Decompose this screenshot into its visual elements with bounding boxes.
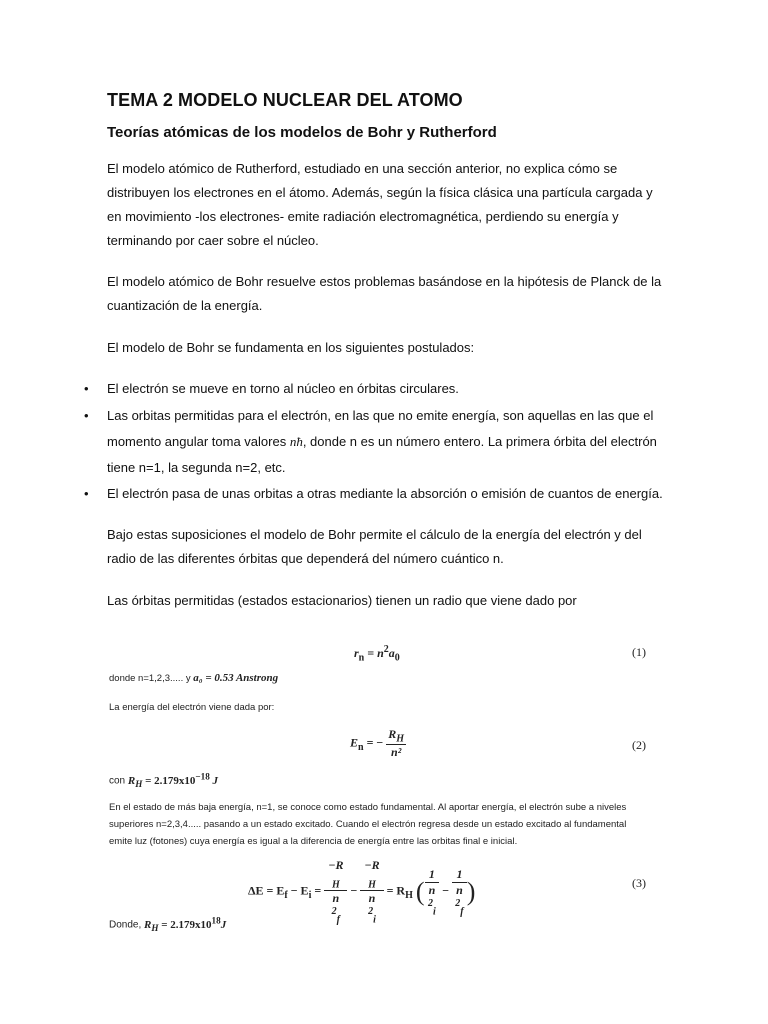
eq-fraction — [425, 867, 440, 917]
equation-number-1: (1) — [632, 645, 646, 659]
note-math: a₀ = 0.53 Anstrong — [193, 672, 279, 684]
eq-subscript: H — [405, 890, 413, 902]
bullet-icon: • — [84, 486, 89, 501]
explain-line-3: emite luz (fotones) cuya energía es igual a la diferencia de energía entre las orbitas final e inicial. — [109, 836, 518, 847]
eq-numerator: 1 — [425, 867, 440, 883]
equation-energy — [350, 727, 406, 760]
eq-symbol: −R — [328, 858, 344, 872]
note-unit: J — [220, 918, 227, 931]
eq-subscript: i — [433, 906, 436, 918]
note-math — [144, 915, 227, 933]
eq-right-paren: ) — [466, 876, 476, 906]
eq-symbol: = R — [383, 883, 406, 898]
paragraph-bohr-intro: El modelo atómico de Bohr resuelve estos problemas basándose en la hipótesis de Planck de la cuantización de la energía. — [107, 274, 662, 313]
paragraph-orbit-radius: Las órbitas permitidas (estados estacionarios) tienen un radio que viene dado por — [107, 593, 577, 608]
eq-subscript: f — [336, 914, 340, 926]
eq-symbol: n — [456, 882, 463, 897]
eq-operator: = − — [363, 735, 384, 750]
list-item-text: El electrón se mueve en torno al núcleo en órbitas circulares. — [107, 381, 459, 396]
eq-operator: − — [347, 883, 361, 898]
eq-numerator — [324, 858, 347, 891]
eq-symbol: −R — [364, 858, 380, 872]
eq-subscript: f — [284, 890, 288, 902]
list-item-text-part: Las orbitas permitidas para el electrón, en las que no emite energía, son aquellas en las que el momento angular toma valores — [107, 408, 654, 449]
eq-denominator — [324, 891, 347, 925]
eq-subscript: i — [308, 890, 312, 902]
eq-symbol: R — [388, 727, 397, 741]
paragraph-rutherford: El modelo atómico de Rutherford, estudiado en una sección anterior, no explica cómo se distribuyen los electrones en el átomo. Además, según la física clásica una partícula cargada y en movimiento -los electrones- emite radiación electromagnética, perdiendo su energía y terminando por caer sobre el núcleo. — [107, 161, 653, 248]
eq-symbol: n — [368, 891, 376, 906]
eq-symbol: r — [354, 646, 359, 660]
list-item-text-part: , donde n es un número entero. La primera órbita del electrón tiene n=1, la segunda n=2, etc. — [107, 434, 657, 475]
eq-symbol: ΔE = E — [248, 883, 285, 898]
eq-denominator — [425, 883, 440, 917]
paragraph-bohr-calculation: Bajo estas suposiciones el modelo de Bohr permite el cálculo de la energía del electrón y del radio de las diferentes órbitas que dependerá del número cuántico n. — [107, 527, 642, 566]
radius-note — [109, 670, 278, 687]
eq-symbol: R — [144, 918, 152, 931]
eq-subscript: H — [151, 922, 159, 933]
rydberg-note-2 — [109, 912, 226, 937]
eq-operator: = — [311, 883, 325, 898]
eq-symbol: n — [332, 891, 340, 906]
eq-superscript: 2 — [331, 906, 337, 918]
bullet-icon: • — [84, 381, 89, 396]
eq-subscript: n — [358, 741, 364, 753]
eq-numerator: 1 — [452, 867, 467, 883]
energy-intro: La energía del electrón viene dada por: — [109, 702, 275, 713]
angular-momentum-math: nħ — [289, 434, 303, 449]
eq-subscript: i — [373, 914, 376, 926]
explain-line-1: En el estado de más baja energía, n=1, se conoce como estado fundamental. Al aportar energía, el electrón sube a niveles — [109, 802, 627, 813]
eq-subscript: 0 — [394, 652, 400, 664]
rydberg-note — [109, 768, 218, 793]
eq-left-paren: ( — [415, 876, 425, 906]
eq-subscript: n — [358, 652, 365, 664]
explain-line-2: superiores n=2,3,4..... pasando a un estado excitado. Cuando el electrón regresa desde un estado excitado al fundamental — [109, 819, 627, 830]
eq-subscript: H — [396, 733, 405, 745]
eq-denominator — [452, 883, 467, 917]
note-unit: J — [209, 774, 219, 787]
eq-symbol: a — [388, 646, 395, 660]
note-exponent: −18 — [195, 771, 210, 781]
note-text: con — [109, 775, 128, 787]
note-exponent: 18 — [211, 915, 221, 925]
note-value: = 2.179x10 — [142, 774, 196, 787]
eq-numerator — [386, 727, 406, 745]
eq-subscript: H — [135, 778, 143, 789]
eq-fraction — [324, 858, 347, 926]
equation-number-3: (3) — [632, 876, 646, 890]
eq-numerator — [360, 858, 383, 891]
eq-fraction — [452, 867, 467, 917]
page-title: TEMA 2 MODELO NUCLEAR DEL ATOMO — [107, 90, 463, 110]
eq-superscript: 2 — [368, 906, 374, 918]
equation-radius — [354, 644, 400, 663]
note-value: = 2.179x10 — [158, 918, 212, 931]
eq-denominator: n² — [391, 745, 402, 760]
note-math — [127, 771, 219, 789]
eq-superscript: 2 — [455, 897, 461, 909]
eq-symbol: = n — [364, 646, 384, 660]
list-item-text — [107, 403, 667, 481]
eq-fraction — [360, 858, 383, 926]
eq-subscript: H — [331, 879, 340, 891]
page-subtitle: Teorías atómicas de los modelos de Bohr y Rutherford — [107, 124, 497, 141]
eq-subscript: f — [460, 906, 464, 918]
list-item-text: El electrón pasa de unas orbitas a otras mediante la absorción o emisión de cuantos de energía. — [107, 486, 663, 501]
paragraph-postulates-intro: El modelo de Bohr se fundamenta en los siguientes postulados: — [107, 340, 475, 355]
eq-superscript: 2 — [383, 644, 389, 655]
eq-symbol: R — [127, 774, 136, 787]
equation-number-2: (2) — [632, 738, 646, 752]
equation-energy-difference — [248, 858, 475, 926]
eq-superscript: 2 — [428, 897, 434, 909]
eq-symbol: E — [350, 735, 359, 750]
eq-fraction — [386, 727, 406, 760]
eq-symbol: n — [428, 882, 436, 897]
eq-operator: − — [439, 883, 453, 898]
note-text: Donde, — [109, 919, 145, 931]
eq-denominator — [360, 891, 383, 925]
note-text: donde n=1,2,3..... y — [109, 673, 194, 684]
eq-operator: − E — [287, 883, 309, 898]
eq-subscript: H — [368, 879, 376, 891]
bullet-icon: • — [84, 408, 89, 423]
